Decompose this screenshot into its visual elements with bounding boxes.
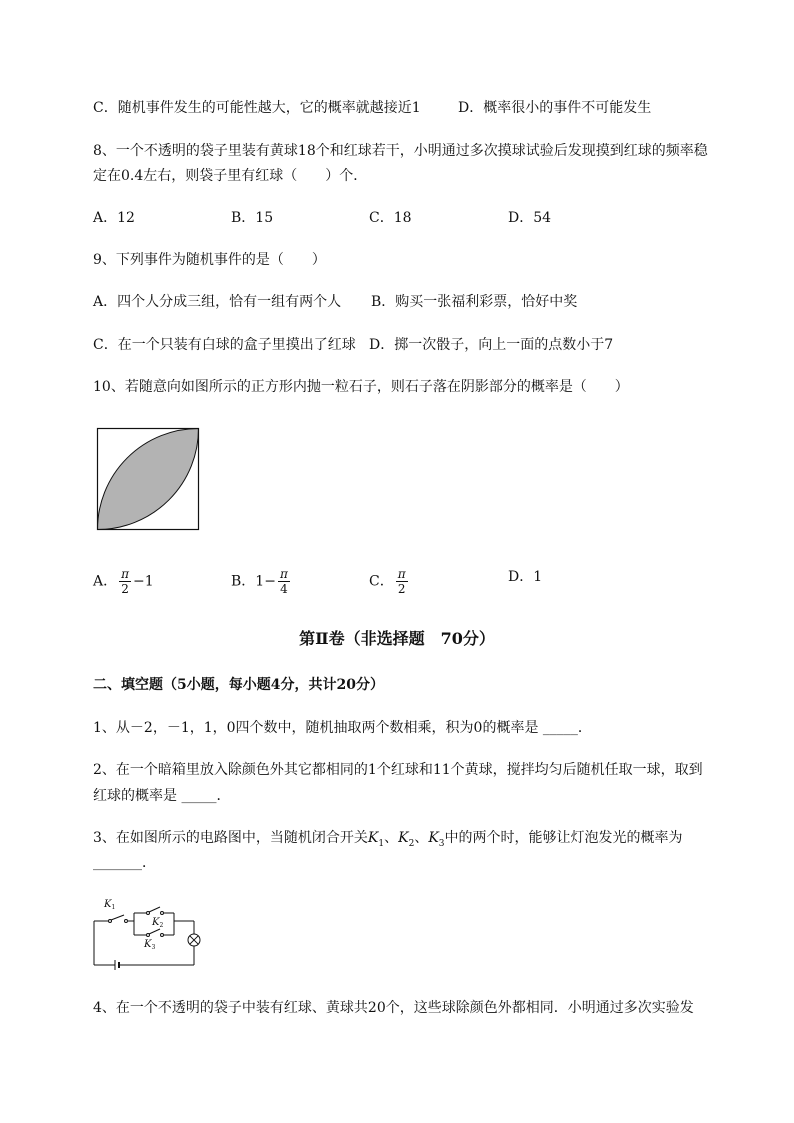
fill-question-3-prefix: 3、在如图所示的电路图中，当随机闭合开关: [93, 830, 368, 846]
q10-option-c-prefix: C．: [369, 573, 394, 590]
q8-option-d: D．54: [508, 210, 552, 226]
switch-k3-subscript: 3: [438, 838, 445, 849]
fill-question-2-line2: 红球的概率是 _____．: [93, 788, 231, 804]
q10-option-a-denominator: 2: [121, 582, 129, 596]
q10-square-figure: [96, 427, 200, 531]
q8-stem-line2: 定在0.4左右，则袋子里有红球（ ）个．: [93, 168, 368, 184]
q9-option-b: B．购买一张福利彩票，恰好中奖: [371, 294, 578, 310]
fill-question-4: 4、在一个不透明的袋子中装有红球、黄球共20个，这些球除颜色外都相同．小明通过多次实验发: [93, 1000, 694, 1016]
q10-option-b-prefix: B．1−: [231, 573, 276, 590]
switch-k2-subscript: 2: [408, 838, 415, 849]
q10-option-c-denominator: 2: [397, 582, 406, 596]
switch-k1-symbol: K: [367, 830, 379, 846]
switch-k3-symbol: K: [428, 830, 439, 846]
q10-option-c-fraction: [396, 567, 408, 596]
circuit-label-k1: $K_1$: [104, 899, 116, 911]
fill-question-2-line1: 2、在一个暗箱里放入除颜色外其它都相同的1个红球和11个黄球，搅拌均匀后随机任取一球，取到: [93, 762, 703, 778]
q10-option-a-suffix: −1: [133, 573, 154, 590]
q10-option-a-fraction: [119, 567, 131, 596]
q10-option-b: [231, 567, 292, 596]
part2-heading: 二、填空题（5小题，每小题4分，共计20分）: [93, 677, 384, 693]
q10-option-a: [93, 567, 154, 596]
separator-2: 、: [414, 830, 429, 846]
q10-option-a-numerator: π: [121, 567, 130, 581]
q8-option-a: A．12: [93, 210, 135, 226]
q10-option-c-numerator: π: [397, 567, 406, 581]
q7-option-c: C．随机事件发生的可能性越大，它的概率就越接近1: [93, 100, 421, 116]
switch-k2-symbol: K: [398, 830, 409, 846]
circuit-diagram: [88, 893, 208, 973]
circuit-label-k2: $K_2$: [152, 917, 164, 929]
fill-question-3-line1: [93, 828, 683, 854]
q10-stem: 10、若随意向如图所示的正方形内抛一粒石子，则石子落在阴影部分的概率是（ ）: [93, 379, 629, 395]
section-title: 第Ⅱ卷（非选择题 70分）: [299, 629, 495, 648]
q10-option-d: D．1: [508, 569, 543, 585]
q10-option-c: [369, 567, 410, 596]
q7-option-d: D．概率很小的事件不可能发生: [458, 100, 652, 116]
q8-option-c: C．18: [369, 210, 412, 226]
separator-1: 、: [384, 830, 399, 846]
switch-k1-subscript: 1: [378, 838, 385, 849]
circuit-label-k3: $K_3$: [144, 939, 156, 951]
fill-question-3-suffix: 中的两个时，能够让灯泡发光的概率为: [444, 830, 683, 846]
q10-option-a-prefix: A．: [93, 573, 118, 590]
fill-question-3-line2: _______．: [93, 855, 156, 871]
q8-option-b: B．15: [231, 210, 274, 226]
q9-option-d: D．掷一次骰子，向上一面的点数小于7: [369, 337, 614, 353]
q9-option-c: C．在一个只装有白球的盒子里摸出了红球: [93, 337, 356, 353]
q9-stem: 9、下列事件为随机事件的是（ ）: [93, 252, 326, 268]
q10-option-b-denominator: 4: [280, 582, 288, 596]
fill-question-1: 1、从－2，－1，1，0四个数中，随机抽取两个数相乘，积为0的概率是 _____．: [93, 720, 592, 736]
q9-option-a: A．四个人分成三组，恰有一组有两个人: [93, 294, 342, 310]
q10-option-b-numerator: π: [279, 567, 288, 581]
q10-option-b-fraction: [278, 567, 290, 596]
q8-stem-line1: 8、一个不透明的袋子里装有黄球18个和红球若干，小明通过多次摸球试验后发现摸到红球的频率稳: [93, 143, 708, 159]
